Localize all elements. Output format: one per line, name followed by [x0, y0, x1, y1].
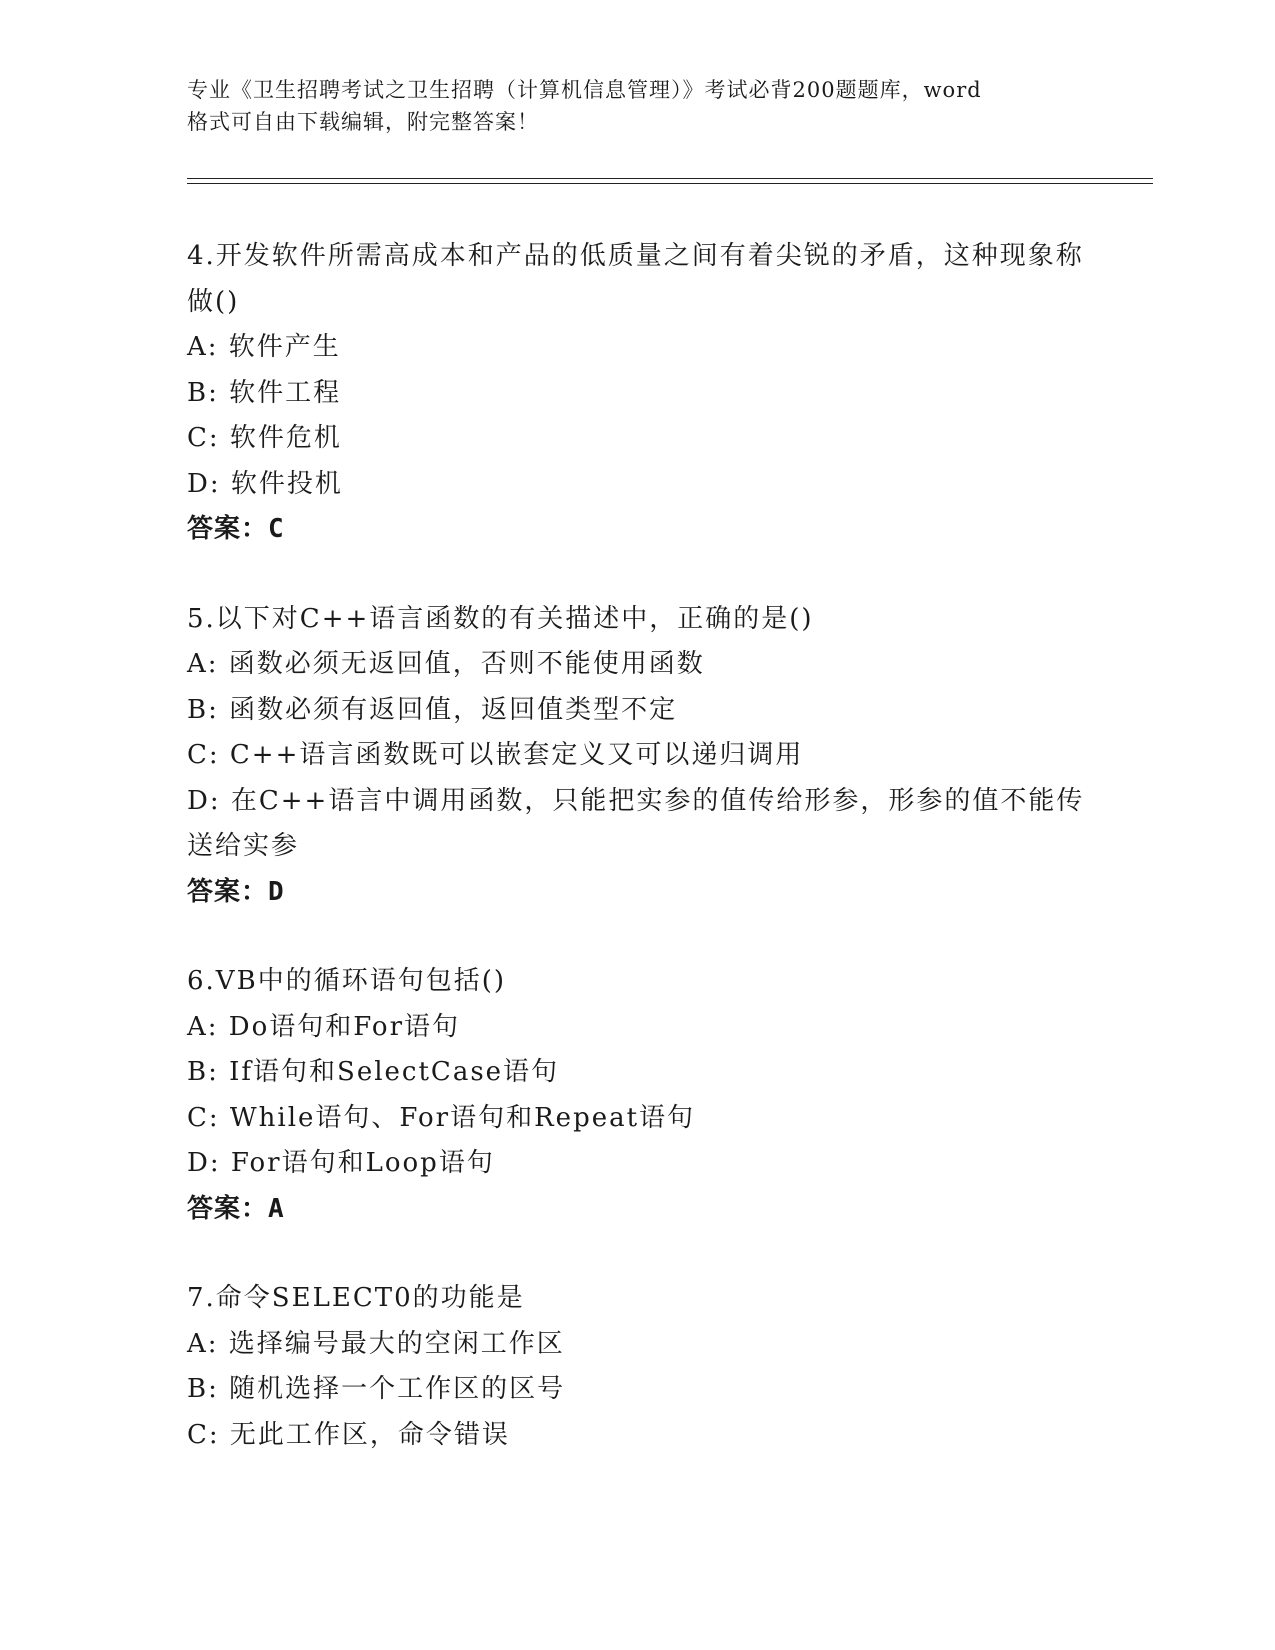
answer-label: 答案：A — [187, 1193, 285, 1224]
header-divider-bottom — [187, 183, 1153, 184]
option-b: B: If语句和SelectCase语句 — [187, 1057, 560, 1087]
question-stem: 6.VB中的循环语句包括() — [187, 966, 506, 996]
option-b: B: 函数必须有返回值，返回值类型不定 — [187, 694, 678, 725]
option-b: B: 软件工程 — [187, 377, 342, 408]
option-a: A: 选择编号最大的空闲工作区 — [187, 1328, 565, 1359]
question-stem: 4.开发软件所需高成本和产品的低质量之间有着尖锐的矛盾，这种现象称做() — [187, 241, 1084, 317]
question-5 — [187, 597, 1087, 916]
option-a: A: Do语句和For语句 — [187, 1011, 461, 1042]
question-6 — [187, 959, 1087, 1232]
answer-label: 答案：C — [187, 514, 285, 544]
document-header: 专业《卫生招聘考试之卫生招聘（计算机信息管理）》考试必背200题题库，word 格式可自由下载编辑，附完整答案！ — [187, 78, 982, 134]
option-a: A: 软件产生 — [187, 332, 341, 362]
question-stem: 5.以下对C++语言函数的有关描述中，正确的是() — [187, 603, 814, 634]
option-b: B: 随机选择一个工作区的区号 — [187, 1374, 566, 1404]
answer-label: 答案：D — [187, 876, 285, 907]
header-divider-top — [187, 178, 1153, 179]
option-c: C: C++语言函数既可以嵌套定义又可以递归调用 — [187, 740, 804, 770]
question-list — [187, 234, 1087, 1502]
option-a: A: 函数必须无返回值，否则不能使用函数 — [187, 649, 705, 679]
option-d: D: 在C++语言中调用函数，只能把实参的值传给形参，形参的值不能传送给实参 — [187, 785, 1085, 861]
question-7 — [187, 1276, 1087, 1458]
question-4 — [187, 234, 1087, 553]
question-stem: 7.命令SELECT0的功能是 — [187, 1283, 525, 1313]
option-c: C: 无此工作区，命令错误 — [187, 1419, 510, 1450]
option-d: D: For语句和Loop语句 — [187, 1148, 495, 1178]
option-c: C: 软件危机 — [187, 423, 342, 453]
option-c: C: While语句、For语句和Repeat语句 — [187, 1102, 696, 1133]
option-d: D: 软件投机 — [187, 468, 343, 499]
